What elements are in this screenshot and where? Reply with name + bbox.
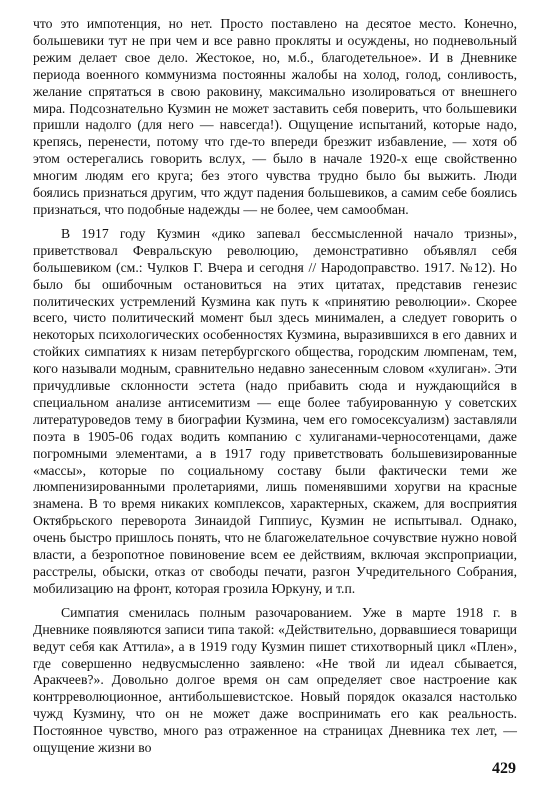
paragraph-3: Симпатия сменилась полным разочарованием. Уже в марте 1918 г. в Дневнике появляются записи типа такой: «Действительно, дорвавшиеся товарищи ведут себя как Аттила», а в 1919 году Кузмин пишет стихотворный цикл «Плен», где совершенно недвусмысленно заявлено: «Не твой ли идеал сбывается, Аракчеев?». Довольно долгое время он сам определяет свое настроение как контрреволюционное, антибольшевистское. Новый порядок оказался настолько чужд Кузмину, что он не может даже воспринимать его как реальность. Постоянное чувство, много раз отраженное на страницах Дневника тех лет, — ощущение жизни во (33, 604, 517, 756)
paragraph-1: что это импотенция, но нет. Просто поставлено на десятое место. Конечно, большевики тут не при чем и все равно прокляты и осуждены, но подневольный режим делает свое дело. Жестокое, но, м.б., благодетельное». И в Дневнике периода военного коммунизма постоянны жалобы на холод, голод, сонливость, желание спрятаться в свою раковину, максимально изолироваться от внешнего мира. Подсознательно Кузмин не может заставить себя поверить, что большевики пришли надолго (для него — навсегда!). Ощущение испытаний, которые надо, крепясь, перенести, потому что где-то впереди брезжит избавление, — хотя об этом остерегались говорить вслух, — было в начале 1920-х еще свойственно многим людям его круга; без этого чувства трудно было бы выжить. Люди боялись признаться другим, что ждут падения большевиков, а самим себе боялись признаться, что подобные надежды — не более, чем самообман. (33, 16, 517, 217)
paragraph-2: В 1917 году Кузмин «дико запевал бессмысленной начало тризны», приветствовал Февральскую революцию, демонстративно объявлял себя большевиком (см.: Чулков Г. Вчера и сегодня // Народоправство. 1917. №12). Но было бы ошибочным остановиться на этих цитатах, представив генезис политических устремлений Кузмина как путь к «принятию революции». Скорее всего, чисто политический момент был здесь минимален, а следует говорить о некоторых психологических особенностях Кузмина, выразившихся в его давних и стойких симпатиях к низам петербургского общества, городским люмпенам, тем, кого называли модным, сравнительно недавно занесенным словом «хулиган». Эти причудливые склонности эстета (надо прибавить сюда и нуждающийся в специальном анализе антисемитизм — еще более табуированную у советских литературоведов тему в биографии Кузмина, чем его гомосексуализм) заставляли поэта в 1905-06 годах водить компанию с хулиганами-черносотенцами, даже погромными элементами, а в 1917 году приветствовать большевизированные «массы», которые по социальному составу были фактически теми же люмпенизированными пролетариями, лишь поменявшими хоругви на красные знамена. В то время никаких комплексов, характерных, скажем, для восприятия Октябрьского переворота Зинаидой Гиппиус, Кузмин не испытывал. Однако, очень быстро пришлось понять, что не благожелательное сочувствие нужно новой власти, а безропотное повиновение всем ее действиям, включая экспроприации, расстрелы, обыски, отказ от свободы печати, разгон Учредительного Собрания, мобилизацию на фронт, которая грозила Юркуну, и т.п. (33, 225, 517, 596)
page-number: 429 (492, 760, 516, 777)
page-body (33, 16, 517, 757)
